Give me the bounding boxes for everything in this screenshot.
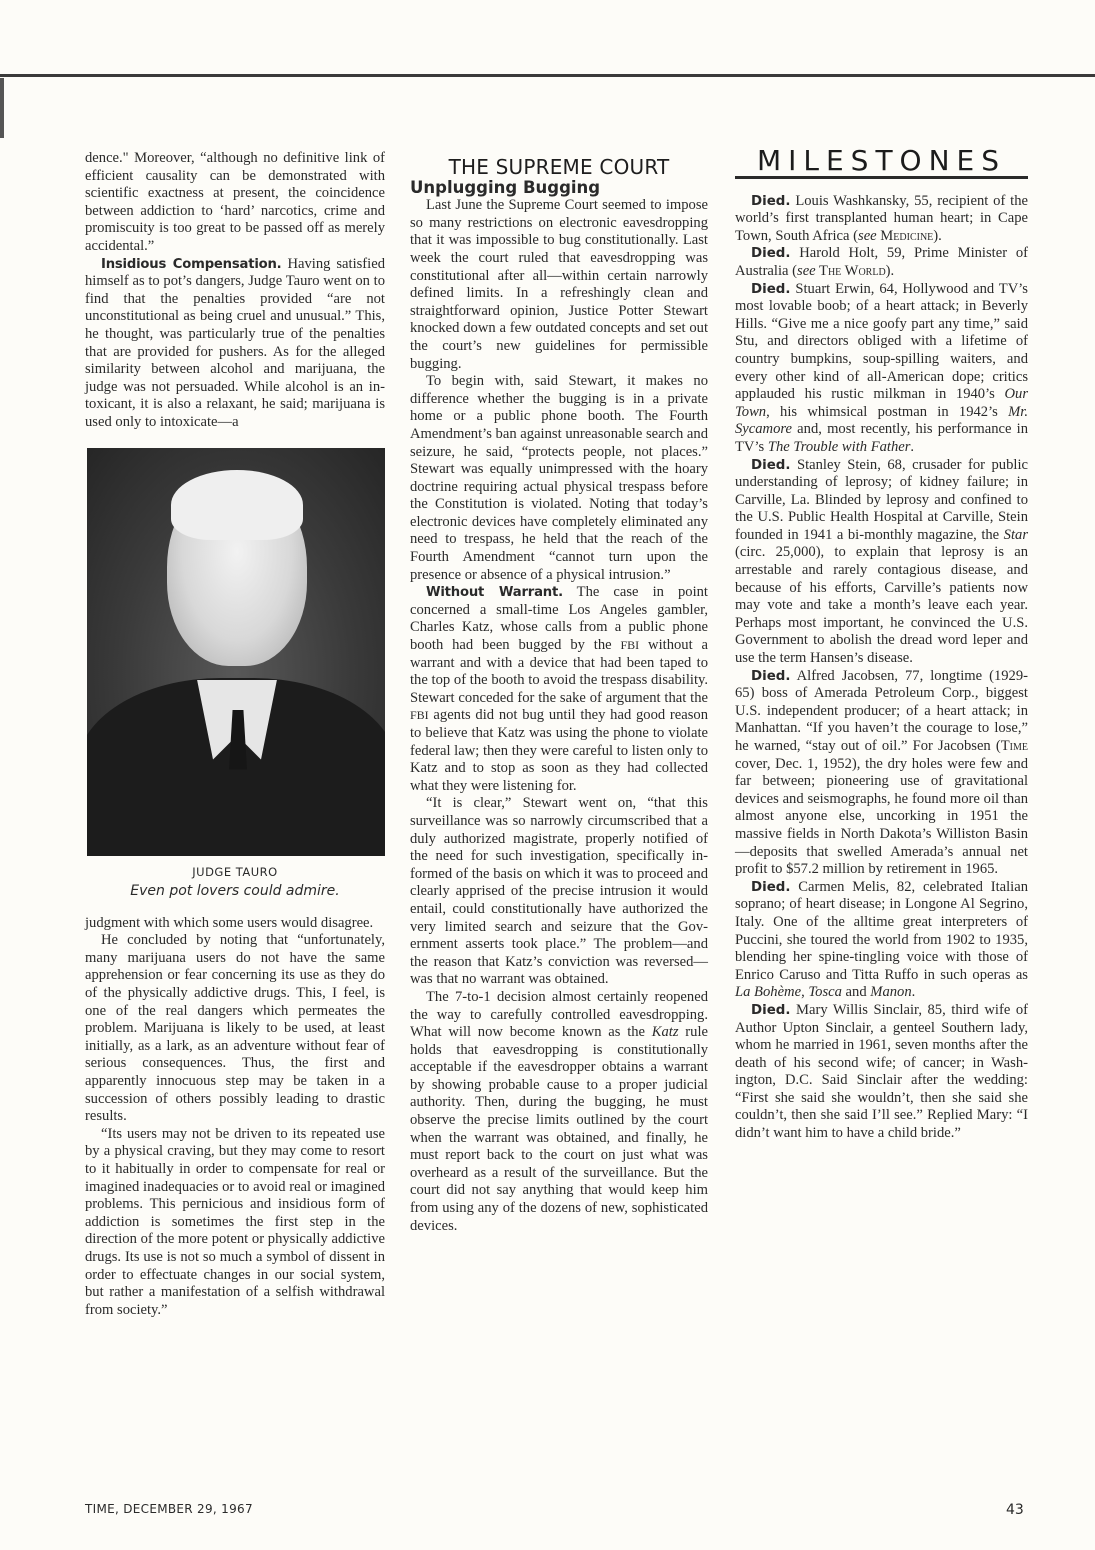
paragraph: Last June the Supreme Court seemed to impose so many restrictions on electronic eavesdropping that it was impossible to bug constitutionally. Last week the court ruled that eavesdropping was constitutional after all—within certain narrowly defined limits. In a refreshingly clean and straightforward opinion, Justice Potter Stewart knocked down a few outdated concepts and set out the court’s new guidelines for permissible bugging. [410,197,708,372]
article-headline: Unplugging Bugging [410,177,601,197]
paragraph: The 7-to-1 decision almost certainly reopened the way to carefully controlled eavesdropping. What will now become known as the Katz rule holds that eavesdropping is constitutionally acceptable if the eavesdropper obtains a warrant by showing probable cause to a proper judicial authority. Then, during the bugging, he must observe the precise limits outlined by the court when the warrant was obtained, and finally, he must report back to the court on just what was overheard as a result of the surveillance. But the court did not say anything that would keep him from using any of the dozens of new, sophisticated devices. [410,988,708,1234]
paragraph: To begin with, said Stewart, it makes no difference whether the bugging is in a private home or a public phone booth. The Fourth Amendment’s ban against unreasonable search and seizure, he said, “protects people, not places.” Stewart was equally unimpressed with the hoary doctrine requiring actual physical trespass before the Constitution is violated. Noting that today’s electronic devices have completely eliminated any need to trespass, he held that the reach of the Fourth Amendment “cannot turn upon the presence or absence of a physical intrusion.” [410,373,708,583]
paragraph: judgment with which some users would disagree. [85,914,374,931]
column-milestones [735,144,1028,1143]
paragraph: Without Warrant. The case in point concerned a small-time Los Angeles gambler, Charles Katz, whose calls from a public phone booth had been bugged by the FBI without a warrant and with a device that had been taped to the top of the booth to avoid the trespass disability. Stewart conceded for the sake of argument that the FBI agents did not bug until they had good reason to believe that Katz was using the phone to violate federal law; then they were careful to listen only to Katz and to stop as soon as they had collected what they were listening for. [410,584,709,794]
column-marijuana-article [85,150,385,1319]
paragraph: “It is clear,” Stewart went on, “that this surveillance was so narrowly circumscribed that a duly authorized magistrate, properly notified of the need for such investigation, specifically informed of the basis on which it was to proceed and clearly apprised of the precise intrusion it would entail, could constitutionally have authorized the very limited search and seizure that the Government asserts took place.” The problem—and the reason that Katz’s conviction was reversed—was that no warrant was obtained. [410,795,708,988]
judge-tauro-photo [87,448,385,856]
paragraph: dence." Moreover, “although no definitive link of efficient causality can be demonstrated with scientific exactness at present, the coincidence between addiction to ‘hard’ narcotics, crime and promiscuity is too great to be passed off as merely accidental.” [85,150,385,254]
subhead-insidious-compensation: Insidious Compensation. [101,256,282,272]
section-title: THE SUPREME COURT [448,155,670,179]
photo-hair [171,470,303,540]
column-supreme-court-article [410,150,708,1235]
milestone-entry: Died. Stuart Erwin, 64, Hollywood and TV’s most lovable boob; of a heart attack; in Beverly Hills. “Give me a nice goofy part any time,” said Stu, and directors obliged with a lifetime of country bumpkins, soup-spilling waiters, and every other kind of all-American dope; critics applauded his rustic milkman in 1940’s Our Town, his whimsical postman in 1942’s Mr. Sycamore and, most recently, his performance in TV’s The Trouble with Father. [735,280,1028,455]
photo-caption-text: Even pot lovers could admire. [130,883,340,900]
page-edge-mark [0,78,4,138]
milestone-entry: Died. Alfred Jacobsen, 77, longtime (1929-65) boss of Amerada Petroleum Corp., biggest U.S. independent producer; of a heart attack; in Manhattan. “If you haven’t the courage to lose,” he warned, “stay out of oil.” For Jacobsen (Time cover, Dec. 1, 1952), the dry holes were few and far between; pioneering use of gravitational devices and seismographs, he found more oil than almost anyone else, uncorking in 1951 the massive fields in North Dakota’s Williston Basin—deposits that swelled Amerada’s annual net profit to $57.2 million by retirement in 1965. [735,667,1028,878]
milestone-entry: Died. Louis Washkansky, 55, recipient of the world’s first transplanted human heart; in Cape Town, South Africa (see Medicine). [735,192,1028,244]
top-rule [0,74,1095,77]
paragraph: “Its users may not be driven to its repeated use by a physical craving, but they may come to resort to it habitually in order to compensate for real or imagined inadequacies or to avoid real or imagined problems. This pernicious and insidious form of addiction is sometimes the first step in the direction of the more potent or physically addictive drugs. Its use is not so much a symbol of dissent in order to effectuate changes in our social system, but rather a manifestation of a selfish withdrawal from society.” [85,1125,385,1318]
milestone-entry: Died. Harold Holt, 59, Prime Minister of Australia (see The World). [735,245,1028,279]
photo-caption-name: JUDGE TAURO [192,864,278,879]
milestone-entry: Died. Carmen Melis, 82, celebrated Italian soprano; of heart disease; in Longone Al Segrino, Italy. One of the alltime great interpreters of Puccini, she toured the world from 1902 to 1935, blending her spine-tingling voice with those of Enrico Caruso and Titta Ruffo in such operas as La Bohème, Tosca and Manon. [735,878,1028,1001]
footer-issue-date: TIME, DECEMBER 29, 1967 [85,1502,253,1516]
milestones-title: MILESTONES [735,152,1028,179]
paragraph: He concluded by noting that “unfortunately, many marijuana users do not have the same apprehension or fear concerning its use as they do of the physically addictive drugs. This, I feel, is one of the real dangers which permeates the problem. Marijuana is likely to be used, at least initially, as a lark, as an adventure without fear of serious consequences. Thus, the first and apparently innocuous step may be taken in a succession of others possibly leading to drastic results. [85,932,385,1125]
milestone-entry: Died. Stanley Stein, 68, crusader for public understanding of leprosy; of kidney failure; in Carville, La. Blinded by leprosy and confined to the U.S. Public Health Hospital at Carville, Stein founded in 1941 a bi-monthly magazine, the Star (circ. 25,000), to explain that leprosy is an arrestable and rarely contagious disease, and because of his efforts, Carville’s patients now may vote and take a month’s leave each year. Perhaps most important, he convinced the U.S. Government to abolish the dread word leper and use the term Hansen’s disease. [735,456,1028,667]
subhead-without-warrant: Without Warrant. [426,585,563,601]
milestone-entry: Died. Mary Willis Sinclair, 85, third wife of Author Upton Sinclair, a genteel Southern lady, whom he married in 1961, seven months after the death of his second wife; of cancer; in Washington, D.C. Said Sinclair after the wedding: “First she said she wouldn’t, then she said she couldn’t, then she said I’ll see.” Replied Mary: “I didn’t want him to have a child bride.” [735,1001,1028,1142]
paragraph: Insidious Compensation. Having satisfied himself as to pot’s dangers, Judge Tauro went on to find that the penalties provided “are not unconstitutional as being cruel and unusual.” This, he thought, was particularly true of the penalties that are provided for pushers. As for the alleged similarity between alcohol and marijuana, the judge was not persuaded. While alcohol is an intoxicant, it is also a relaxant, he said; marijuana is used only to intoxicate—a [85,255,385,430]
page-number: 43 [1006,1502,1024,1518]
